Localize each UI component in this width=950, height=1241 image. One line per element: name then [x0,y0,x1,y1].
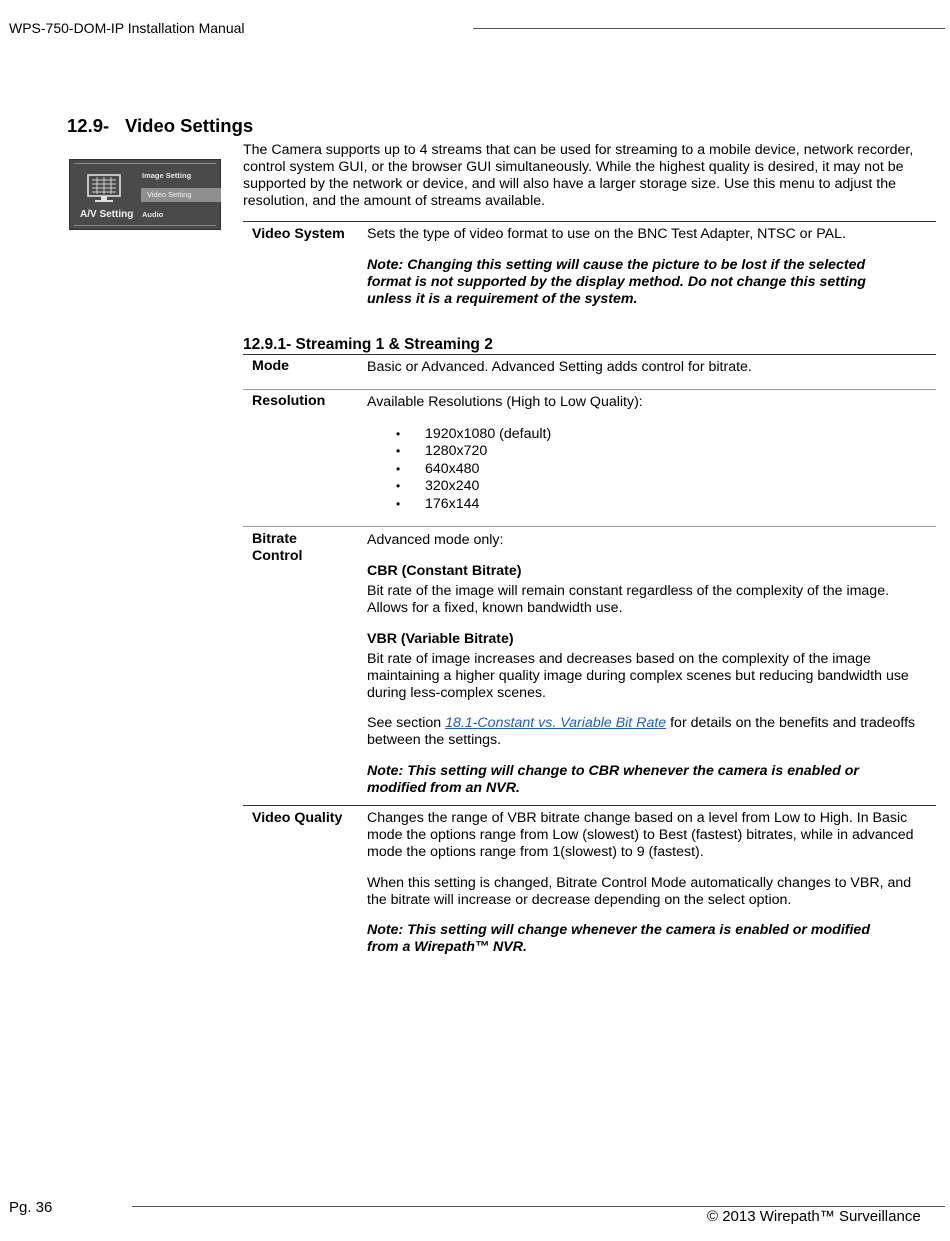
bitrate-label [252,531,302,565]
bullet: • [396,462,401,476]
video-quality-desc-2: When this setting is changed, Bitrate Control Mode automatically changes to VBR, and the bitrate will increase or decrease depending on the select option. [367,875,912,908]
section-heading [67,115,253,137]
bitrate-note: Note: This setting will change to CBR whenever the camera is enabled or modified from an NVR. [367,763,859,796]
resolution-option: 1280x720 [425,443,488,459]
menu-item-audio: Audio [142,210,164,219]
resolution-option: 1920x1080 (default) [425,426,552,442]
intro-paragraph: The Camera supports up to 4 streams that can be used for streaming to a mobile device, network recorder, control system GUI, or the browser GUI simultaneously. While the highest quality is desired, it may not be supported by the network or device, and will also have a larger storage size. Use this menu to adjust the resolution, and the amount of streams available. [243,142,914,209]
section-number: 12.9- [67,115,110,136]
mode-desc: Basic or Advanced. Advanced Setting adds control for bitrate. [367,359,752,375]
video-quality-desc: Changes the range of VBR bitrate change based on a level from Low to High. In Basic mode the options range from Low (slowest) to Best (fastest) bitrates, while in advanced mode the options range from 1(slowest) to 9 (fastest). [367,810,914,860]
video-quality-note: Note: This setting will change whenever the camera is enabled or modified from a Wirepath™ NVR. [367,922,870,955]
table-rule [243,354,936,355]
cbr-title: CBR (Constant Bitrate) [367,563,522,579]
monitor-icon [86,174,122,204]
page-number: Pg. 36 [9,1199,53,1216]
resolution-option: 320x240 [425,478,480,494]
bitrate-label-line1: Bitrate [252,531,297,547]
video-system-desc: Sets the type of video format to use on the BNC Test Adapter, NTSC or PAL. [367,226,846,242]
av-setting-menu-image [69,159,221,230]
menu-bottom-divider [74,225,216,226]
video-system-note: Note: Changing this setting will cause the picture to be lost if the selected format is not supported by the display method. Do not change this setting unless it is a requirement of the system. [367,257,866,307]
bullet: • [396,479,401,493]
vbr-title: VBR (Variable Bitrate) [367,631,514,647]
menu-item-video-setting: Video Setting [141,188,221,202]
table-rule [243,389,936,390]
subsection-heading: 12.9.1- Streaming 1 & Streaming 2 [243,336,493,353]
header-rule [473,28,945,29]
cbr-desc: Bit rate of the image will remain constant regardless of the complexity of the image. Allows for a fixed, known bandwidth use. [367,583,890,616]
resolution-option: 176x144 [425,496,480,512]
resolution-desc: Available Resolutions (High to Low Quality): [367,394,643,410]
footer-copyright: © 2013 Wirepath™ Surveillance [707,1208,921,1225]
resolution-option: 640x480 [425,461,480,477]
table-rule [243,221,936,222]
bullet: • [396,444,401,458]
table-rule [243,526,936,527]
see-section-suffix: for details on the benefits and tradeoffs between the settings. [367,715,916,748]
resolution-label: Resolution [252,393,326,409]
section-link[interactable]: 18.1-Constant vs. Variable Bit Rate [445,715,667,731]
see-section-prefix: See section [367,715,446,731]
bullet: • [396,497,401,511]
menu-item-image-setting: Image Setting [142,171,192,180]
table-rule [243,805,936,806]
see-section-text [367,715,932,749]
video-system-label: Video System [252,226,345,242]
bullet: • [396,427,401,441]
menu-category-label: A/V Setting [80,209,134,220]
bitrate-intro: Advanced mode only: [367,532,504,548]
bitrate-label-line2: Control [252,548,303,564]
mode-label: Mode [252,358,290,374]
section-title: Video Settings [125,115,254,136]
header-title: WPS-750-DOM-IP Installation Manual [9,20,245,36]
vbr-desc: Bit rate of image increases and decreases based on the complexity of the image maintaining a higher quality image during complex scenes but reducing bandwidth use during less-complex scenes. [367,651,909,701]
footer-rule [132,1206,945,1207]
video-quality-label: Video Quality [252,810,343,826]
menu-top-divider [74,163,216,164]
